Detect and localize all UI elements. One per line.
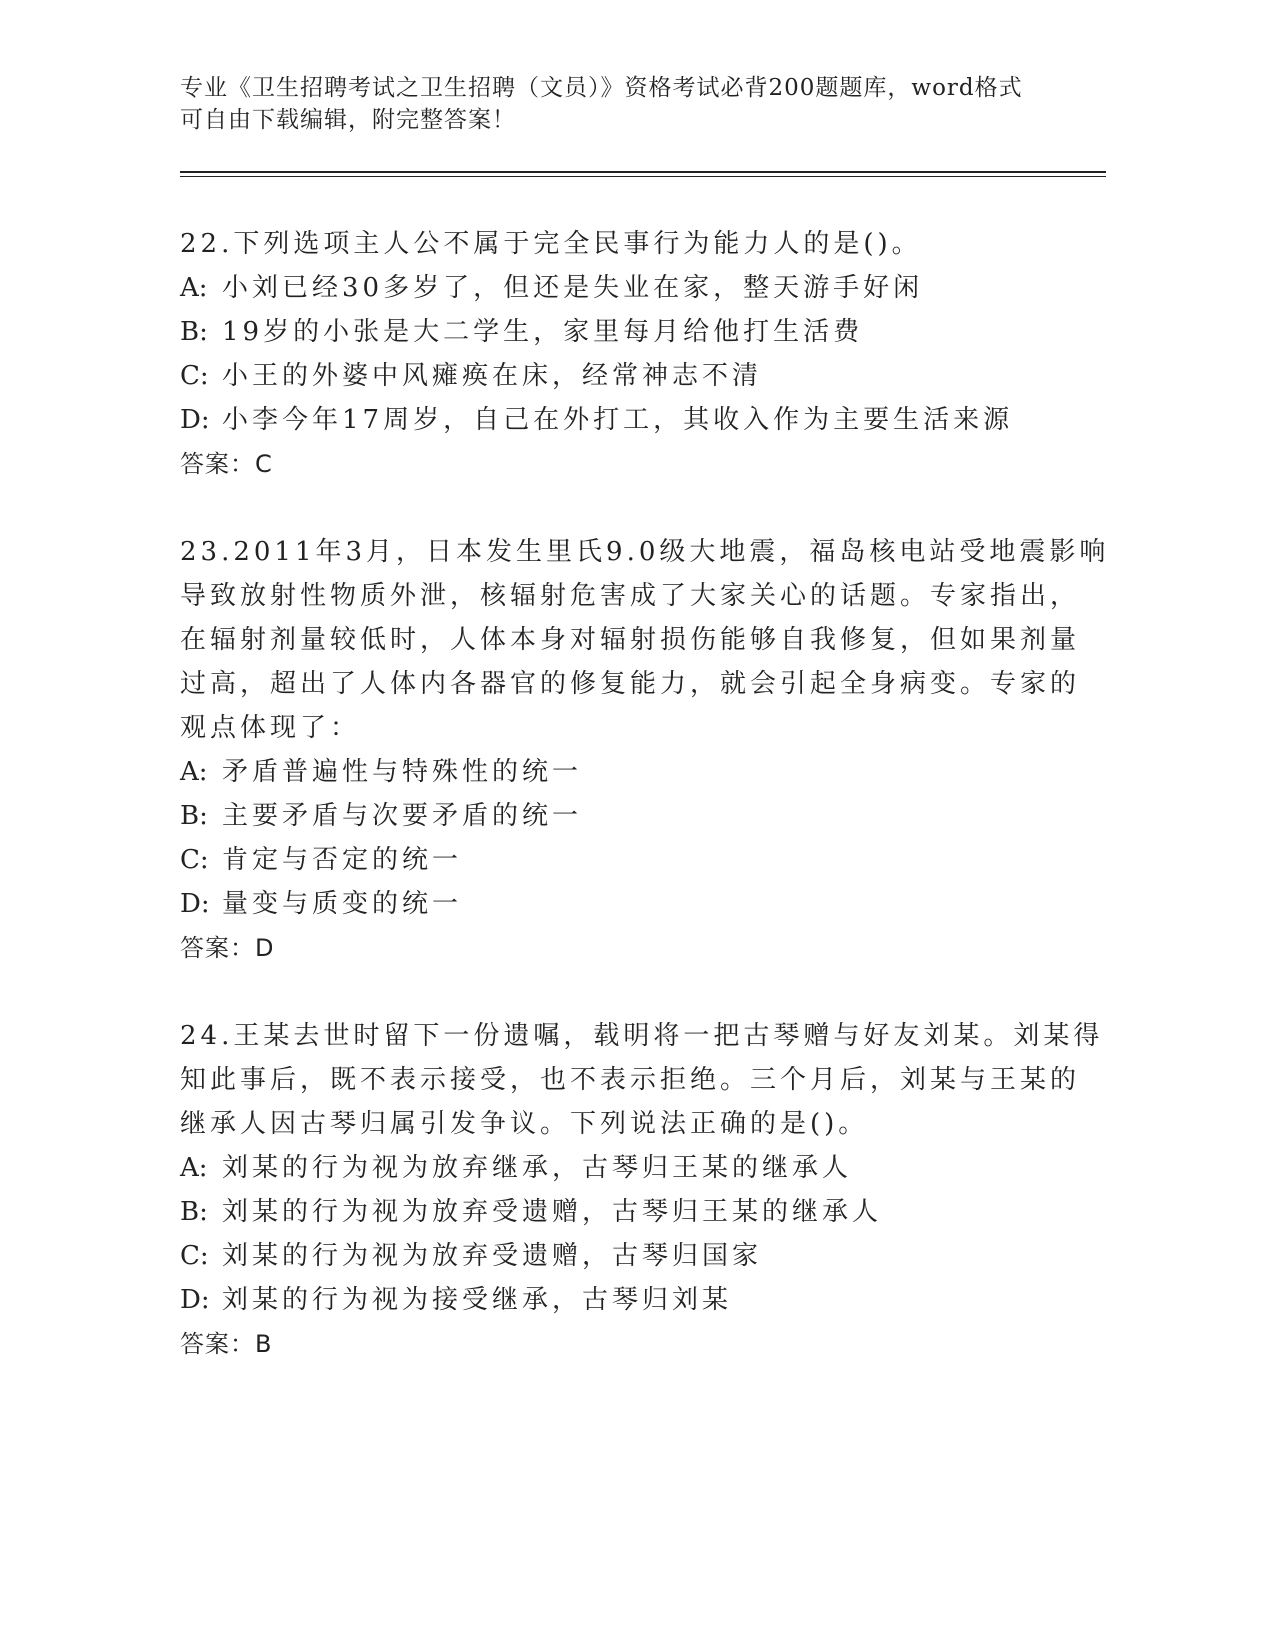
option-text: 小李今年17周岁，自己在外打工，其收入作为主要生活来源	[222, 405, 1014, 435]
option-letter: A:	[180, 757, 208, 787]
option-a	[180, 1146, 1060, 1190]
question-22	[180, 222, 1060, 486]
option-letter: A:	[180, 273, 208, 303]
question-stem: 在辐射剂量较低时，人体本身对辐射损伤能够自我修复，但如果剂量	[180, 625, 1081, 655]
option-letter: C:	[180, 845, 209, 875]
option-letter: A:	[180, 1153, 208, 1183]
option-c	[180, 838, 1060, 882]
header-line: 专业《卫生招聘考试之卫生招聘（文员）》资格考试必背200题题库，word格式	[180, 75, 1023, 101]
option-text: 刘某的行为视为放弃受遗赠，古琴归国家	[222, 1241, 763, 1271]
option-a	[180, 750, 1060, 794]
header-divider-thin	[180, 176, 1106, 177]
option-b	[180, 310, 1060, 354]
question-23	[180, 530, 1110, 970]
option-d	[180, 398, 1060, 442]
option-letter: D:	[180, 889, 210, 919]
option-letter: B:	[180, 1197, 208, 1227]
question-stem: 23.2011年3月，日本发生里氏9.0级大地震，福岛核电站受地震影响	[180, 537, 1110, 567]
option-letter: B:	[180, 801, 208, 831]
option-text: 主要矛盾与次要矛盾的统一	[222, 801, 583, 831]
question-stem: 继承人因古琴归属引发争议。下列说法正确的是()。	[180, 1109, 869, 1139]
question-stem: 22.下列选项主人公不属于完全民事行为能力人的是()。	[180, 229, 922, 259]
answer-key: 答案：D	[180, 934, 275, 962]
option-letter: D:	[180, 405, 210, 435]
option-a	[180, 266, 1060, 310]
option-text: 矛盾普遍性与特殊性的统一	[222, 757, 583, 787]
option-d	[180, 1278, 1060, 1322]
option-text: 刘某的行为视为接受继承，古琴归刘某	[222, 1285, 733, 1315]
option-c	[180, 1234, 1060, 1278]
answer-key: 答案：B	[180, 1330, 273, 1358]
option-text: 小王的外婆中风瘫痪在床，经常神志不清	[222, 361, 763, 391]
option-letter: C:	[180, 361, 209, 391]
question-stem: 24.王某去世时留下一份遗嘱，载明将一把古琴赠与好友刘某。刘某得	[180, 1021, 1104, 1051]
question-stem: 导致放射性物质外泄，核辐射危害成了大家关心的话题。专家指出，	[180, 581, 1081, 611]
option-text: 刘某的行为视为放弃受遗赠，古琴归王某的继承人	[222, 1197, 883, 1227]
option-text: 量变与质变的统一	[222, 889, 463, 919]
document-header	[180, 72, 1060, 136]
header-divider	[180, 171, 1106, 173]
question-24	[180, 1014, 1104, 1366]
option-b	[180, 794, 1060, 838]
option-text: 肯定与否定的统一	[222, 845, 463, 875]
option-letter: B:	[180, 317, 208, 347]
option-text: 刘某的行为视为放弃继承，古琴归王某的继承人	[222, 1153, 853, 1183]
option-letter: D:	[180, 1285, 210, 1315]
question-list	[180, 222, 1110, 1410]
option-d	[180, 882, 1060, 926]
option-text: 19岁的小张是大二学生，家里每月给他打生活费	[222, 317, 864, 347]
option-c	[180, 354, 1060, 398]
option-b	[180, 1190, 1060, 1234]
answer-key: 答案：C	[180, 450, 273, 478]
question-stem: 过高，超出了人体内各器官的修复能力，就会引起全身病变。专家的	[180, 669, 1081, 699]
question-stem: 观点体现了：	[180, 713, 361, 743]
question-stem: 知此事后，既不表示接受，也不表示拒绝。三个月后，刘某与王某的	[180, 1065, 1081, 1095]
option-letter: C:	[180, 1241, 209, 1271]
option-text: 小刘已经30多岁了，但还是失业在家，整天游手好闲	[222, 273, 924, 303]
header-line: 可自由下载编辑，附完整答案！	[180, 107, 516, 133]
